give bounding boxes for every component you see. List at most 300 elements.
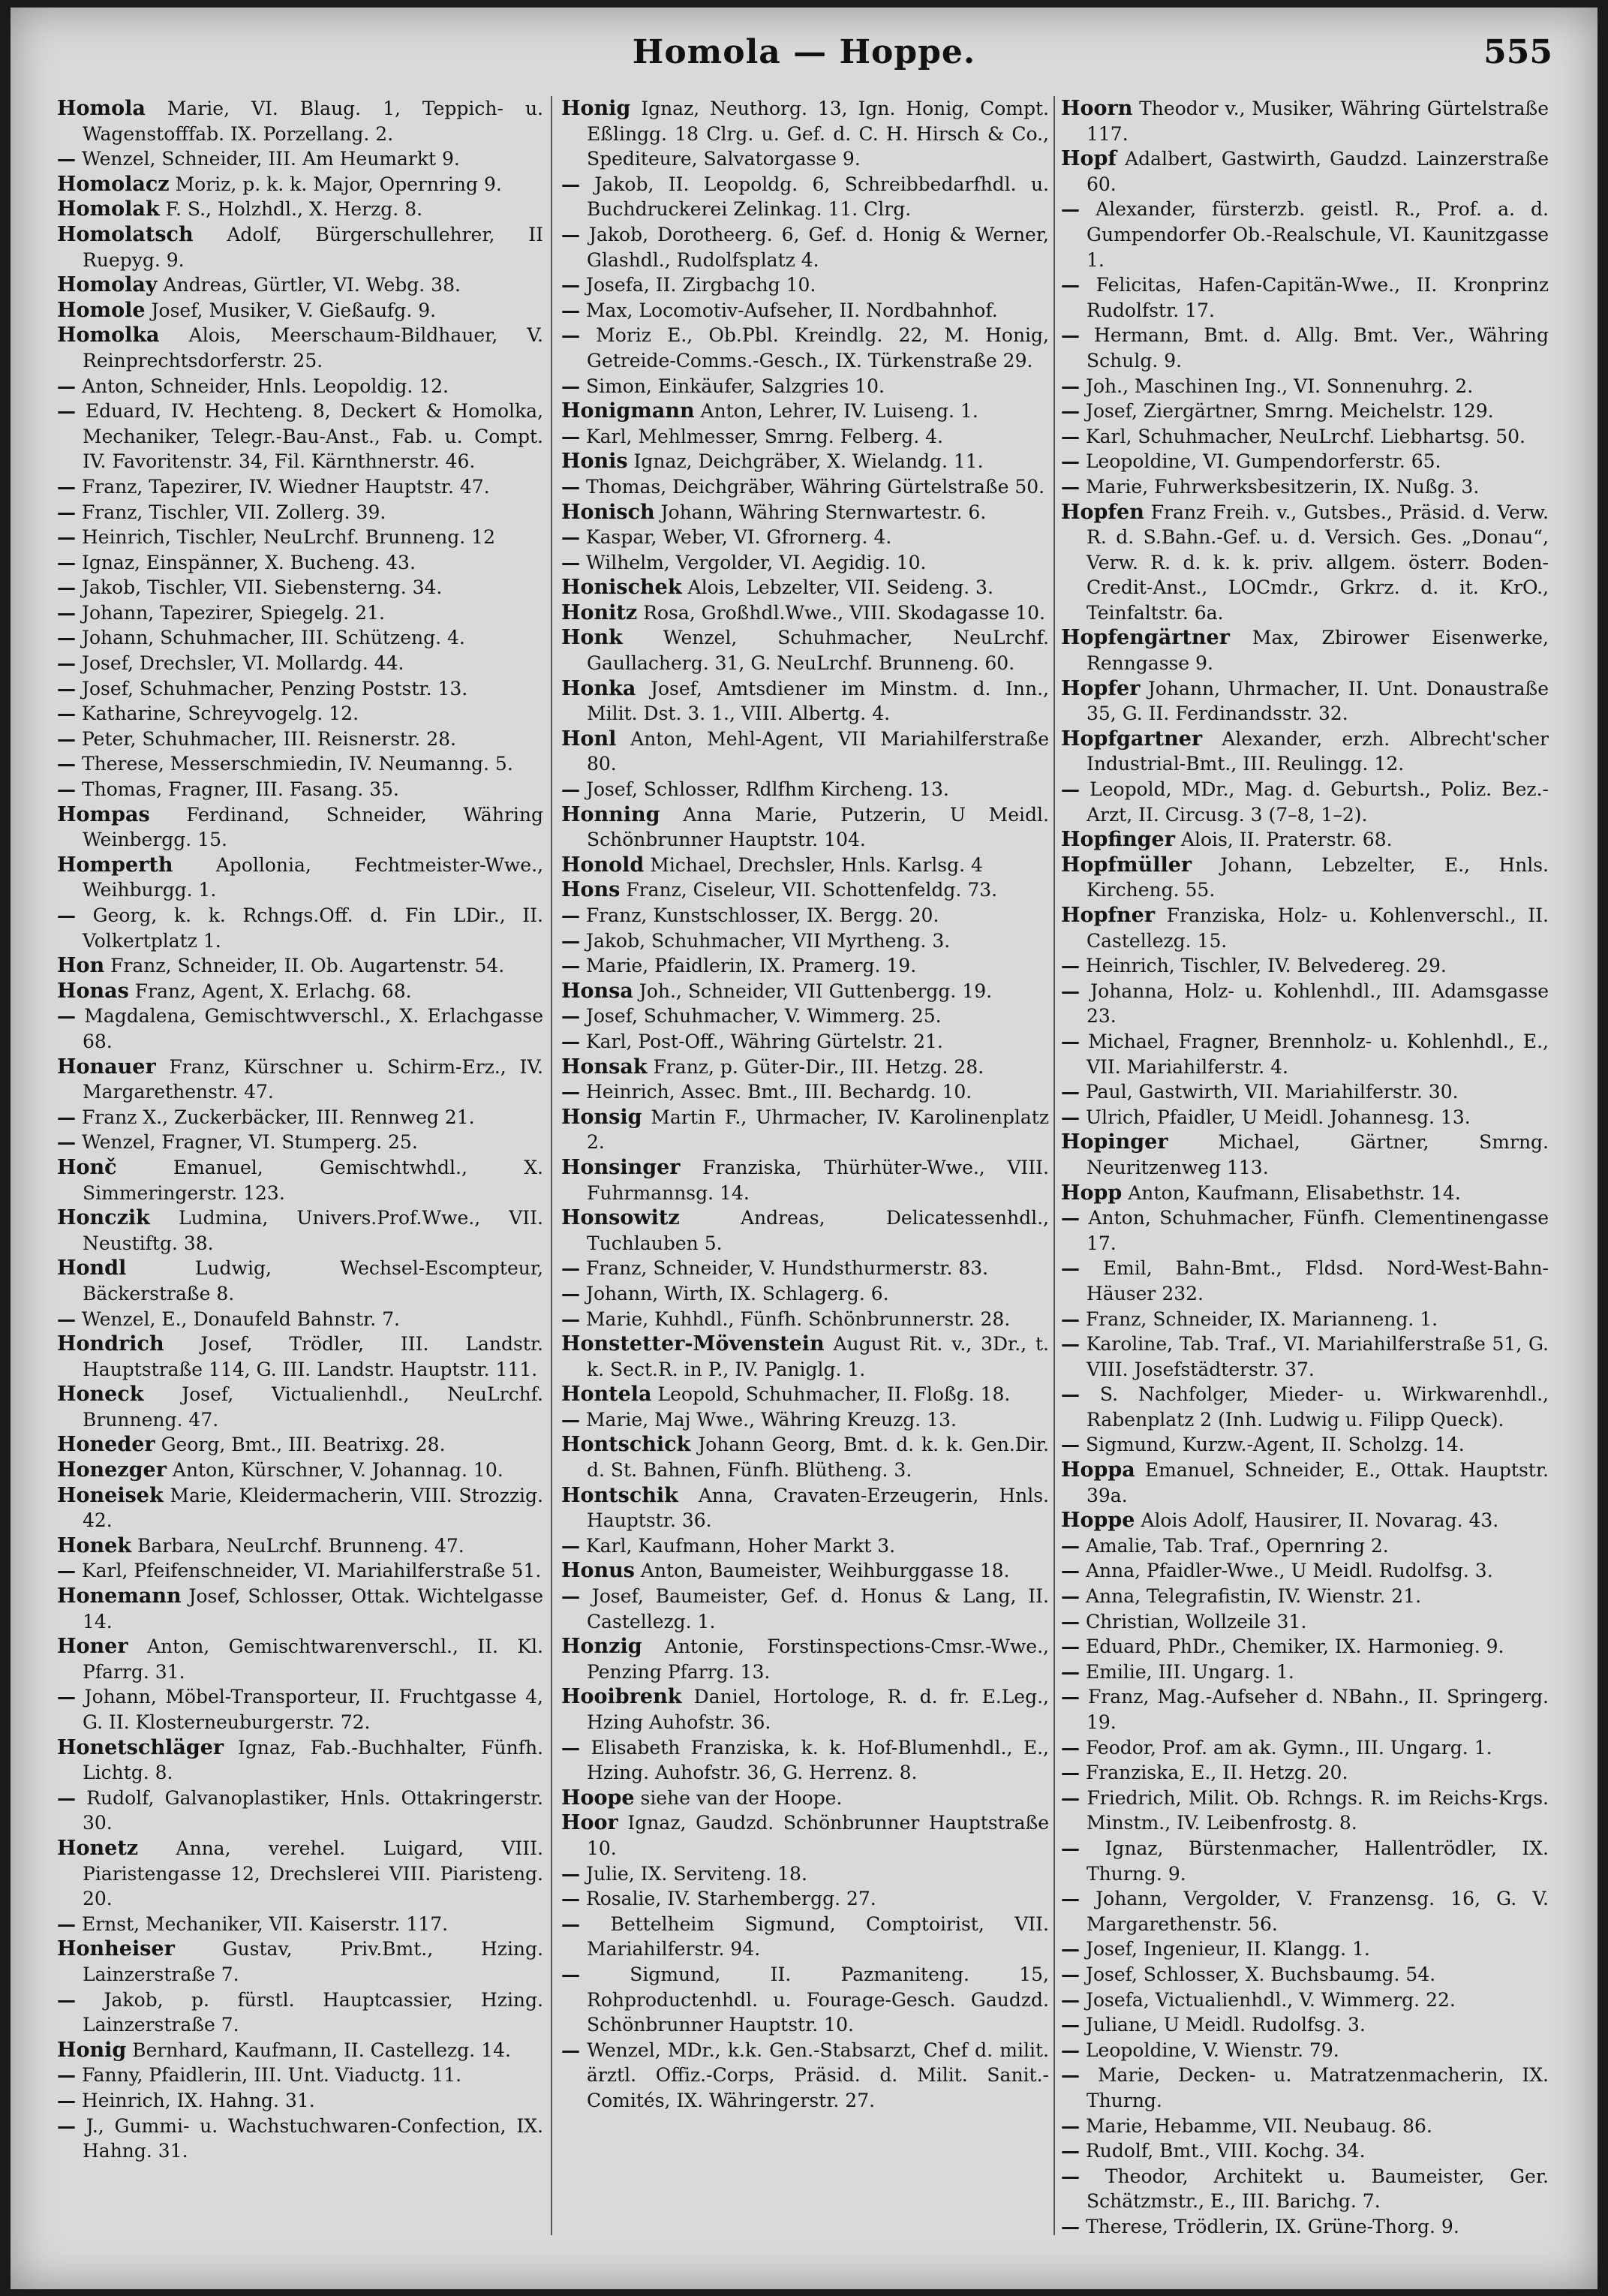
entry-dash: — [57, 677, 76, 700]
entry-dash: — [561, 375, 580, 397]
entry-details: Felicitas, Hafen-Capitän-Wwe., II. Kronprinz Rudolfstr. 17. [1080, 274, 1549, 321]
entry-details: Jakob, Dorotheerg. 6, Gef. d. Honig & Werner, Glashdl., Rudolfsplatz 4. [580, 223, 1049, 271]
directory-entry [1061, 1458, 1549, 1508]
entry-surname: Honis [561, 450, 628, 474]
entry-details: Johann Georg, Bmt. d. k. k. Gen.Dir. d. St. Bahnen, Fünfh. Blütheng. 3. [587, 1434, 1049, 1482]
directory-entry [57, 1558, 543, 1584]
entry-dash: — [57, 1560, 76, 1582]
entry-details: Anton, Mehl-Agent, VII Mariahilferstraße 80. [587, 727, 1049, 775]
directory-entry [1061, 374, 1549, 399]
entry-details: Karl, Schuhmacher, NeuLrchf. Liebhartsg. 50. [1080, 425, 1525, 447]
entry-dash: — [1061, 2064, 1080, 2087]
entry-details: Alois Adolf, Hausirer, II. Novarag. 43. [1135, 1509, 1499, 1532]
entry-details: Elisabeth Franziska, k. k. Hof-Blumenhdl., E., Hzing. Auhofstr. 36, G. Herrenz. 8. [580, 1736, 1049, 1784]
directory-entry [561, 1735, 1049, 1786]
entry-details: Georg, Bmt., III. Beatrixg. 28. [155, 1434, 446, 1456]
entry-dash: — [1061, 1030, 1080, 1052]
page-number: 555 [1483, 33, 1552, 71]
running-head: Homola — Hoppe. [632, 33, 976, 71]
entry-surname: Hopfinger [1061, 828, 1175, 852]
entry-details: Franz X., Zuckerbäcker, III. Rennweg 21. [76, 1106, 475, 1128]
entry-details: Franz, Kürschner u. Schirm-Erz., IV. Margarethenstr. 47. [83, 1055, 543, 1103]
entry-details: S. Nachfolger, Mieder- u. Wirkwarenhdl., Rabenplatz 2 (Inh. Ludwig u. Filipp Queck). [1080, 1383, 1549, 1431]
entry-dash: — [561, 551, 580, 573]
entry-dash: — [1061, 979, 1080, 1002]
column-divider [551, 96, 552, 2235]
entry-details: Rudolf, Galvanoplastiker, Hnls. Ottakringerstr. 30. [76, 1786, 543, 1834]
directory-entry [561, 1533, 1049, 1559]
entry-dash: — [561, 1912, 580, 1935]
entry-dash: — [561, 904, 580, 926]
directory-entry [561, 1055, 1049, 1080]
entry-details: Alois, Lebzelter, VII. Seideng. 3. [681, 576, 993, 599]
directory-entry [57, 474, 543, 500]
entry-details: Sigmund, Kurzw.-Agent, II. Scholzg. 14. [1080, 1434, 1465, 1456]
directory-column-2 [561, 96, 1049, 2258]
entry-details: Anna, Pfaidler-Wwe., U Meidl. Rudolfsg. 3. [1080, 1560, 1493, 1582]
directory-entry [1061, 979, 1549, 1029]
entry-dash: — [1061, 1534, 1080, 1557]
entry-details: Josefa, II. Zirgbachg 10. [580, 274, 816, 296]
entry-surname: Hopfengärtner [1061, 626, 1230, 650]
entry-dash: — [561, 475, 580, 498]
directory-entry [1061, 1205, 1549, 1256]
directory-entry [57, 1483, 543, 1533]
directory-entry [57, 2114, 543, 2164]
entry-details: Heinrich, Tischler, IV. Belvedereg. 29. [1080, 955, 1447, 977]
entry-surname: Homolka [57, 323, 160, 348]
directory-entry [561, 853, 1049, 878]
entry-details: Bernhard, Kaufmann, II. Castellezg. 14. [126, 2039, 511, 2061]
directory-entry [1061, 1558, 1549, 1584]
entry-dash: — [1061, 198, 1080, 221]
entry-details: Eduard, PhDr., Chemiker, IX. Harmonieg. 9. [1080, 1635, 1504, 1658]
entry-dash: — [561, 1257, 580, 1280]
directory-entry [1061, 2138, 1549, 2164]
directory-entry [57, 1105, 543, 1130]
entry-details: Theodor, Architekt u. Baumeister, Ger. Schätzmstr., E., III. Barichg. 7. [1080, 2165, 1549, 2213]
directory-entry [561, 1205, 1049, 1256]
directory-entry [561, 727, 1049, 777]
entry-surname: Honeck [57, 1383, 144, 1407]
entry-details: Johann, Möbel-Transporteur, II. Fruchtgasse 4, G. II. Klosterneuburgerstr. 72. [76, 1686, 543, 1733]
entry-details: Josef, Schuhmacher, V. Wimmerg. 25. [580, 1005, 942, 1028]
entry-surname: Honeisek [57, 1483, 164, 1507]
entry-details: Anton, Kürschner, V. Johannag. 10. [166, 1459, 503, 1482]
entry-dash: — [1061, 1106, 1080, 1128]
entry-dash: — [561, 778, 580, 801]
directory-entry [57, 146, 543, 172]
directory-entry [57, 197, 543, 222]
entry-details: Franz, Schneider, IX. Marianneng. 1. [1080, 1307, 1438, 1330]
directory-entry [1061, 1735, 1549, 1761]
entry-details: Andreas, Delicatessenhdl., Tuchlauben 5. [587, 1207, 1049, 1254]
entry-dash: — [57, 501, 76, 523]
entry-details: Marie, Decken- u. Matratzenmacherin, IX. Thurng. [1080, 2064, 1549, 2111]
directory-entry [1061, 625, 1549, 676]
directory-entry [57, 172, 543, 197]
entry-details: Hermann, Bmt. d. Allg. Bmt. Ver., Währing Schulg. 9. [1080, 324, 1549, 372]
entry-surname: Hontschik [561, 1483, 678, 1507]
entry-details: Josef, Baumeister, Gef. d. Honus & Lang, II. Castellezg. 1. [580, 1585, 1049, 1632]
directory-entry [57, 272, 543, 298]
directory-entry [57, 222, 543, 272]
directory-entry [561, 903, 1049, 928]
entry-dash: — [1061, 1333, 1080, 1356]
directory-entry [1061, 323, 1549, 373]
entry-surname: Honsak [561, 1055, 648, 1079]
entry-details: F. S., Holzhdl., X. Herzg. 8. [159, 198, 423, 221]
directory-entry [57, 1432, 543, 1458]
entry-surname: Hopfer [1061, 676, 1141, 700]
entry-dash: — [1061, 1660, 1080, 1683]
entry-dash: — [561, 955, 580, 977]
directory-entry [57, 2088, 543, 2114]
entry-dash: — [1061, 2114, 1080, 2137]
entry-details: Alexander, fürsterzb. geistl. R., Prof. a. d. Gumpendorfer Ob.-Realschule, VI. Kaunitzgasse 1. [1080, 198, 1549, 271]
directory-entry [1061, 1760, 1549, 1786]
directory-entry [561, 1332, 1049, 1382]
entry-dash: — [1061, 1081, 1080, 1103]
directory-entry [57, 751, 543, 777]
entry-dash: — [561, 1307, 580, 1330]
directory-entry [561, 298, 1049, 323]
entry-details: Ignaz, Gaudzd. Schönbrunner Hauptstraße 10. [587, 1812, 1049, 1859]
entry-dash: — [57, 1686, 76, 1708]
entry-dash: — [1061, 1762, 1080, 1784]
entry-details: Emilie, III. Ungarg. 1. [1080, 1660, 1294, 1683]
entry-surname: Honigmann [561, 399, 695, 423]
entry-dash: — [561, 1736, 580, 1759]
entry-details: Johann, Vergolder, V. Franzensg. 16, G. V. Margarethenstr. 56. [1080, 1888, 1549, 1935]
directory-entry [561, 676, 1049, 727]
entry-dash: — [1061, 425, 1080, 447]
entry-details: Franz, Kunstschlosser, IX. Bergg. 20. [580, 904, 939, 926]
column-divider [1053, 96, 1055, 2235]
entry-details: Peter, Schuhmacher, III. Reisnerstr. 28. [76, 727, 456, 750]
entry-dash: — [561, 1408, 580, 1431]
entry-details: Eduard, IV. Hechteng. 8, Deckert & Homolka, Mechaniker, Telegr.-Bau-Anst., Fab. u. Compt. IV. Favoritenstr. 34, Fil. Kärnthnerstr. 46. [76, 400, 543, 473]
directory-entry [57, 1936, 543, 1987]
entry-details: Franziska, Holz- u. Kohlenverschl., II. Castellezg. 15. [1087, 904, 1549, 952]
entry-surname: Honsinger [561, 1155, 681, 1179]
entry-details: Johann, Uhrmacher, II. Unt. Donaustraße 35, G. II. Ferdinandsstr. 32. [1087, 677, 1549, 725]
directory-entry [57, 575, 543, 600]
directory-entry [561, 1382, 1049, 1407]
entry-dash: — [1061, 778, 1080, 801]
entry-dash: — [561, 1963, 580, 1985]
entry-details: Franz, Tischler, VII. Zollerg. 39. [76, 501, 386, 523]
entry-details: Michael, Drechsler, Hnls. Karlsg. 4 [644, 853, 983, 876]
entry-dash: — [1061, 475, 1080, 498]
directory-entry [561, 1004, 1049, 1029]
directory-entry [561, 1307, 1049, 1332]
entry-details: Anton, Lehrer, IV. Luiseng. 1. [694, 400, 978, 423]
entry-details: Ignaz, Bürstenmacher, Hallentrödler, IX. Thurng. 9. [1080, 1837, 1549, 1885]
entry-dash: — [1061, 2039, 1080, 2061]
entry-surname: Honl [561, 727, 617, 751]
directory-entry [561, 1962, 1049, 2038]
entry-dash: — [1061, 1938, 1080, 1960]
directory-entry [57, 2038, 543, 2063]
directory-entry [561, 1634, 1049, 1684]
entry-dash: — [561, 2039, 580, 2061]
directory-entry [561, 877, 1049, 903]
entry-dash: — [57, 148, 76, 170]
entry-dash: — [57, 1131, 76, 1154]
entry-details: Josef, Schlosser, Ottak. Wichtelgasse 14. [83, 1585, 543, 1632]
directory-entry [57, 1786, 543, 1836]
entry-dash: — [1061, 2215, 1080, 2237]
entry-surname: Hoppa [1061, 1458, 1135, 1482]
directory-entry [1061, 1256, 1549, 1306]
entry-details: Marie, Maj Wwe., Währing Kreuzg. 13. [580, 1408, 957, 1431]
directory-entry [1061, 500, 1549, 626]
entry-surname: Hontschick [561, 1433, 691, 1457]
directory-entry [1061, 953, 1549, 979]
entry-dash: — [561, 173, 580, 195]
directory-entry [561, 172, 1049, 222]
entry-details: Leopold, Schuhmacher, II. Floßg. 18. [651, 1383, 1011, 1406]
entry-surname: Hon [57, 954, 105, 978]
entry-details: Wenzel, Schuhmacher, NeuLrchf. Gaullacherg. 31, G. NeuLrchf. Brunneng. 60. [587, 627, 1049, 675]
entry-surname: Honzig [561, 1635, 642, 1659]
directory-entry [561, 525, 1049, 550]
entry-details: Marie, Kuhhdl., Fünfh. Schönbrunnerstr. 28. [580, 1307, 1011, 1330]
entry-details: Thomas, Fragner, III. Fasang. 35. [76, 778, 399, 801]
entry-details: Franz, p. Güter-Dir., III. Hetzg. 28. [647, 1055, 984, 1078]
entry-details: Karl, Mehlmesser, Smrng. Felberg. 4. [580, 425, 943, 447]
entry-surname: Hopf [1061, 147, 1117, 171]
entry-details: Alois, II. Praterstr. 68. [1174, 829, 1393, 851]
entry-details: Karl, Kaufmann, Hoher Markt 3. [580, 1534, 896, 1557]
entry-details: Moriz E., Ob.Pbl. Kreindlg. 22, M. Honig, Getreide-Comms.-Gesch., IX. Türkenstraße 29. [580, 324, 1049, 372]
entry-details: Thomas, Deichgräber, Währing Gürtelstraße 50. [580, 475, 1045, 498]
directory-entry [561, 1584, 1049, 1634]
entry-details: Daniel, Hortologe, R. d. fr. E.Leg., Hzing Auhofstr. 36. [587, 1686, 1049, 1733]
entry-surname: Honer [57, 1635, 128, 1659]
entry-details: Anton, Schneider, Hnls. Leopoldig. 12. [76, 375, 449, 397]
entry-details: Marie, VI. Blaug. 1, Teppich- u. Wagenstofffab. IX. Porzellang. 2. [83, 98, 543, 145]
entry-surname: Honisch [561, 500, 655, 524]
entry-details: Marie, Kleidermacherin, VIII. Strozzig. 42. [83, 1484, 543, 1532]
entry-details: Ignaz, Deichgräber, X. Wielandg. 11. [627, 450, 984, 473]
entry-details: Marie, Hebamme, VII. Neubaug. 86. [1080, 2114, 1432, 2137]
entry-details: Leopoldine, VI. Gumpendorferstr. 65. [1080, 450, 1441, 473]
entry-surname: Honitz [561, 600, 638, 624]
entry-dash: — [561, 1005, 580, 1028]
directory-entry [561, 323, 1049, 373]
directory-entry [1061, 1181, 1549, 1206]
entry-surname: Homolay [57, 273, 158, 297]
entry-details: Theodor v., Musiker, Währing Gürtelstraße 117. [1087, 98, 1549, 145]
entry-details: Wenzel, Fragner, VI. Stumperg. 25. [76, 1131, 418, 1154]
entry-surname: Honold [561, 853, 645, 877]
entry-dash: — [1061, 450, 1080, 473]
entry-details: Heinrich, Tischler, NeuLrchf. Brunneng. 12 [76, 526, 495, 549]
entry-details: Franz, Schneider, V. Hundsthurmerstr. 83. [580, 1257, 989, 1280]
entry-details: Franz, Agent, X. Erlachg. 68. [128, 979, 412, 1002]
entry-details: Anton, Kaufmann, Elisabethstr. 14. [1122, 1181, 1461, 1204]
directory-entry [561, 550, 1049, 576]
directory-entry [561, 802, 1049, 853]
directory-entry [561, 625, 1049, 676]
entry-details: Rosalie, IV. Starhembergg. 27. [580, 1888, 876, 1910]
entry-dash: — [561, 1585, 580, 1608]
directory-entry [561, 928, 1049, 954]
entry-dash: — [1061, 1736, 1080, 1759]
directory-entry [57, 625, 543, 651]
entry-surname: Hopfmüller [1061, 853, 1192, 877]
entry-dash: — [57, 1307, 76, 1330]
entry-details: Emanuel, Schneider, E., Ottak. Hauptstr. 39a. [1087, 1459, 1549, 1506]
entry-surname: Honk [561, 626, 623, 650]
directory-entry [57, 1836, 543, 1912]
directory-entry [57, 853, 543, 903]
entry-details: Josef, Trödler, III. Landstr. Hauptstraße 114, G. III. Landstr. Hauptstr. 111. [83, 1333, 543, 1380]
entry-surname: Hontela [561, 1383, 652, 1407]
entry-dash: — [57, 778, 76, 801]
entry-surname: Honsowitz [561, 1206, 680, 1230]
entry-details: Karl, Pfeifenschneider, VI. Mariahilferstraße 51. [76, 1560, 542, 1582]
entry-details: Johann, Tapezirer, Spiegelg. 21. [76, 601, 385, 624]
entry-details: Rudolf, Bmt., VIII. Kochg. 34. [1080, 2140, 1366, 2162]
entry-dash: — [57, 576, 76, 599]
entry-details: Antonie, Forstinspections-Cmsr.-Wwe., Penzing Pfarrg. 13. [587, 1635, 1049, 1683]
entry-dash: — [57, 1912, 76, 1935]
entry-details: Josef, Ingenieur, II. Klangg. 1. [1080, 1938, 1370, 1960]
entry-details: Anton, Schuhmacher, Fünfh. Clementinengasse 17. [1080, 1207, 1549, 1254]
directory-entry [57, 1256, 543, 1306]
directory-entry [561, 1432, 1049, 1482]
entry-surname: Honek [57, 1533, 132, 1557]
entry-details: Ignaz, Einspänner, X. Bucheng. 43. [76, 551, 416, 573]
directory-entry [57, 903, 543, 953]
entry-details: Franz, Tapezirer, IV. Wiedner Hauptstr. 47. [76, 475, 490, 498]
entry-details: Max, Locomotiv-Aufseher, II. Nordbahnhof. [580, 299, 998, 321]
entry-details: Johann, Lebzelter, E., Hnls. Kircheng. 55. [1087, 853, 1549, 901]
directory-entry [561, 1684, 1049, 1735]
entry-dash: — [561, 929, 580, 952]
entry-surname: Honczik [57, 1206, 150, 1230]
entry-details: Heinrich, IX. Hahng. 31. [76, 2089, 315, 2111]
entry-dash: — [57, 2089, 76, 2111]
directory-column-3 [1061, 96, 1549, 2258]
directory-entry [1061, 272, 1549, 323]
directory-entry [57, 1307, 543, 1332]
entry-surname: Hoope [561, 1786, 635, 1810]
entry-dash: — [1061, 1560, 1080, 1582]
entry-details: Johanna, Holz- u. Kohlenhdl., III. Adamsgasse 23. [1080, 979, 1549, 1028]
entry-details: Josef, Musiker, V. Gießaufg. 9. [145, 299, 437, 321]
directory-entry [57, 1130, 543, 1155]
directory-entry [1061, 2214, 1549, 2240]
entry-dash: — [1061, 1635, 1080, 1658]
directory-entry [57, 323, 543, 373]
entry-dash: — [1061, 400, 1080, 423]
directory-entry [1061, 1609, 1549, 1635]
directory-entry [57, 1055, 543, 1105]
entry-details: Ignaz, Fab.-Buchhalter, Fünfh. Lichtg. 8. [83, 1736, 543, 1784]
directory-entry [57, 550, 543, 576]
entry-dash: — [57, 904, 76, 926]
directory-entry [57, 777, 543, 802]
directory-entry [1061, 2012, 1549, 2038]
entry-dash: — [57, 2114, 76, 2137]
directory-entry [1061, 727, 1549, 777]
directory-entry [57, 1155, 543, 1205]
entry-surname: Honsig [561, 1105, 642, 1129]
directory-entry [1061, 1079, 1549, 1105]
directory-entry [561, 399, 1049, 424]
entry-details: Adolf, Bürgerschullehrer, II Ruepyg. 9. [83, 223, 543, 271]
entry-surname: Hons [561, 878, 621, 902]
directory-page [11, 8, 1597, 2289]
entry-details: Anna, verehel. Luigard, VIII. Piaristengasse 12, Drechslerei VIII. Piaristeng. 20. [83, 1837, 543, 1910]
entry-dash: — [561, 299, 580, 321]
directory-entry [1061, 146, 1549, 197]
directory-entry [1061, 2164, 1549, 2214]
entry-dash: — [561, 1862, 580, 1885]
entry-surname: Hopinger [1061, 1130, 1168, 1154]
entry-details: Christian, Wollzeile 31. [1080, 1610, 1307, 1632]
entry-dash: — [1061, 1383, 1080, 1406]
entry-details: Adalbert, Gastwirth, Gaudzd. Lainzerstraße 60. [1087, 148, 1549, 195]
directory-entry [1061, 1533, 1549, 1559]
directory-entry [57, 1332, 543, 1382]
entry-dash: — [57, 727, 76, 750]
directory-entry [561, 600, 1049, 626]
entry-details: Max, Zbirower Eisenwerke, Renngasse 9. [1087, 627, 1549, 675]
directory-entry [57, 979, 543, 1004]
entry-surname: Hoorn [1061, 97, 1133, 120]
directory-entry [1061, 1988, 1549, 2013]
entry-dash: — [57, 1988, 76, 2011]
directory-entry [57, 1458, 543, 1483]
directory-entry [1061, 474, 1549, 500]
directory-entry [1061, 1684, 1549, 1735]
entry-details: Johann, Wirth, IX. Schlagerg. 6. [580, 1282, 889, 1304]
entry-details: Ludmina, Univers.Prof.Wwe., VII. Neustiftg. 38. [83, 1207, 543, 1254]
entry-details: Marie, Pfaidlerin, IX. Pramerg. 19. [580, 955, 917, 977]
directory-column-1 [57, 96, 543, 2258]
entry-dash: — [561, 1534, 580, 1557]
directory-entry [57, 2063, 543, 2088]
directory-entry [1061, 777, 1549, 827]
directory-entry [57, 1634, 543, 1684]
directory-entry [561, 777, 1049, 802]
directory-entry [561, 953, 1049, 979]
entry-details: Josefa, Victualienhdl., V. Wimmerg. 22. [1080, 1988, 1456, 2011]
entry-surname: Hopfner [1061, 904, 1156, 927]
entry-dash: — [561, 1030, 580, 1052]
entry-details: Kaspar, Weber, VI. Gfrornerg. 4. [580, 526, 892, 549]
directory-entry [1061, 1105, 1549, 1130]
entry-dash: — [57, 2064, 76, 2087]
directory-entry [1061, 1786, 1549, 1836]
entry-surname: Homolatsch [57, 222, 194, 246]
entry-details: Michael, Gärtner, Smrng. Neuritzenweg 113. [1087, 1131, 1549, 1178]
entry-details: Katharine, Schreyvogelg. 12. [76, 703, 359, 725]
directory-entry [561, 1256, 1049, 1281]
entry-details: Wenzel, Schneider, III. Am Heumarkt 9. [76, 148, 460, 170]
directory-entry [57, 1382, 543, 1432]
entry-surname: Honus [561, 1559, 635, 1583]
entry-details: Franz, Schneider, II. Ob. Augartenstr. 54. [104, 955, 505, 977]
directory-entry [1061, 1029, 1549, 1079]
directory-entry [1061, 424, 1549, 450]
entry-details: Anna, Cravaten-Erzeugerin, Hnls. Hauptstr. 36. [587, 1484, 1049, 1532]
